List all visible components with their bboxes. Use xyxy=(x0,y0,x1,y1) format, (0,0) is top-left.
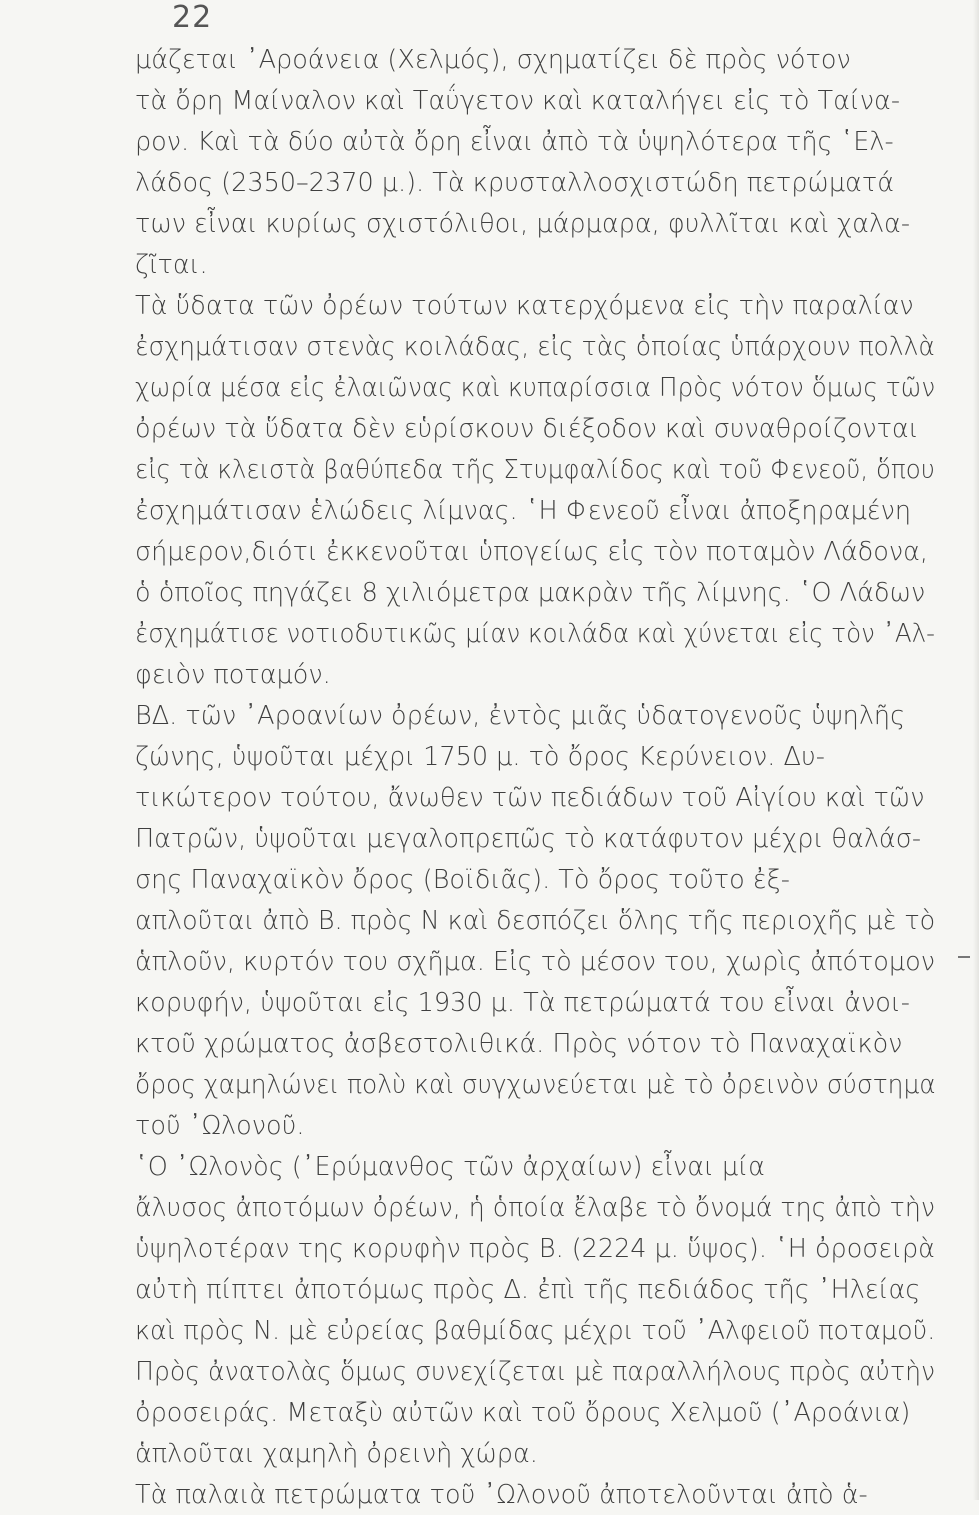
text-line: Τὰ ὕδατα τῶν ὀρέων τούτων κατερχόμενα εἰς τὴν παραλίαν xyxy=(135,291,914,321)
text-line: ὀροσειράς. Μεταξὺ αὐτῶν καὶ τοῦ ὄρους Χελμοῦ (᾿Αροάνια) xyxy=(135,1398,911,1428)
text-line: ἐσχημάτισαν ἑλώδεις λίμνας. ῾Η Φενεοῦ εἶναι ἀποξηραμένη xyxy=(135,496,911,526)
text-line: τὰ ὄρη Μαίναλον καὶ Ταΰγετον καὶ καταλήγει εἰς τὸ Ταίνα- xyxy=(135,86,901,116)
text-line: Τὰ παλαιὰ πετρώματα τοῦ ᾿Ωλονοῦ ἀποτελοῦνται ἀπὸ ἁ- xyxy=(135,1480,868,1510)
text-line: Πρὸς ἀνατολὰς ὅμως συνεχίζεται μὲ παραλλήλους πρὸς αὐτὴν xyxy=(135,1357,936,1387)
text-line: ἐσχημάτισαν στενὰς κοιλάδας, εἰς τὰς ὁποίας ὑπάρχουν πολλὰ xyxy=(135,332,935,362)
text-line: απλοῦται ἀπὸ Β. πρὸς Ν καὶ δεσπόζει ὅλης τῆς περιοχῆς μὲ τὸ xyxy=(135,906,936,936)
text-line: ὄρος χαμηλώνει πολὺ καὶ συγχωνεύεται μὲ τὸ ὀρεινὸν σύστημα xyxy=(135,1070,936,1100)
text-line: σήμερον,διότι ἐκκενοῦται ὑπογείως εἰς τὸν ποταμὸν Λάδονα, xyxy=(135,537,929,567)
text-line: ζῖται. xyxy=(135,250,208,280)
text-line: χωρία μέσα εἰς ἐλαιῶνας καὶ κυπαρίσσια Πρὸς νότον ὅμως τῶν xyxy=(135,373,936,403)
text-line: ἐσχημάτισε νοτιοδυτικῶς μίαν κοιλάδα καὶ χύνεται εἰς τὸν ᾿Αλ- xyxy=(135,619,935,649)
text-line: λάδος (2350–2370 μ.). Τὰ κρυσταλλοσχιστώδη πετρώματά xyxy=(135,168,895,198)
text-line: ρον. Καὶ τὰ δύο αὐτὰ ὄρη εἶναι ἀπὸ τὰ ὑψηλότερα τῆς ῾Ελ- xyxy=(135,127,894,157)
text-line: ἄλυσος ἀποτόμων ὀρέων, ἡ ὁποία ἔλαβε τὸ ὄνομά της ἀπὸ τὴν xyxy=(135,1193,935,1223)
text-line: καὶ πρὸς Ν. μὲ εὐρείας βαθμίδας μέχρι τοῦ ᾿Αλφειοῦ ποταμοῦ. xyxy=(135,1316,936,1346)
margin-dash xyxy=(958,956,970,958)
text-line: σης Παναχαϊκὸν ὄρος (Βοϊδιᾶς). Τὸ ὄρος τοῦτο ἐξ- xyxy=(135,865,791,895)
text-line: κορυφήν, ὑψοῦται εἰς 1930 μ. Τὰ πετρώματά του εἶναι ἀνοι- xyxy=(135,988,910,1018)
text-line: Πατρῶν, ὑψοῦται μεγαλοπρεπῶς τὸ κατάφυτον μέχρι θαλάσ- xyxy=(135,824,922,854)
text-line: ἁπλοῦν, κυρτόν του σχῆμα. Εἰς τὸ μέσον του, χωρὶς ἀπότομον xyxy=(135,947,935,977)
text-line: κτοῦ χρώματος ἀσβεστολιθικά. Πρὸς νότον τὸ Παναχαϊκὸν xyxy=(135,1029,903,1059)
page-number: 22 xyxy=(172,0,213,35)
text-line: ἁπλοῦται χαμηλὴ ὀρεινὴ χώρα. xyxy=(135,1439,538,1469)
text-line: ῾Ο ᾿Ωλονὸς (᾿Ερύμανθος τῶν ἀρχαίων) εἶναι μία xyxy=(135,1152,765,1182)
text-line: μάζεται ᾿Αροάνεια (Χελμός), σχηματίζει δὲ πρὸς νότον xyxy=(135,45,851,75)
text-line: εἰς τὰ κλειστὰ βαθύπεδα τῆς Στυμφαλίδος καὶ τοῦ Φενεοῦ, ὅπου xyxy=(135,455,935,485)
text-line: τικώτερον τούτου, ἄνωθεν τῶν πεδιάδων τοῦ Αἰγίου καὶ τῶν xyxy=(135,783,925,813)
text-line: ὁ ὁποῖος πηγάζει 8 χιλιόμετρα μακρὰν τῆς λίμνης. ῾Ο Λάδων xyxy=(135,578,926,608)
text-line: ζώνης, ὑψοῦται μέχρι 1750 μ. τὸ ὄρος Κερύνειον. Δυ- xyxy=(135,742,825,772)
scan-edge-shadow xyxy=(973,0,979,1500)
text-line: αὐτὴ πίπτει ἀποτόμως πρὸς Δ. ἐπὶ τῆς πεδιάδος τῆς ᾿Ηλείας xyxy=(135,1275,921,1305)
text-line: ΒΔ. τῶν ᾿Αροανίων ὀρέων, ἐντὸς μιᾶς ὑδατογενοῦς ὑψηλῆς xyxy=(135,701,906,731)
text-line: τοῦ ᾿Ωλονοῦ. xyxy=(135,1111,305,1141)
text-line: των εἶναι κυρίως σχιστόλιθοι, μάρμαρα, φυλλῖται καὶ χαλα- xyxy=(135,209,911,239)
text-line: φειὸν ποταμόν. xyxy=(135,660,331,690)
text-line: ὀρέων τὰ ὕδατα δὲν εὑρίσκουν διέξοδον καὶ συναθροίζονται xyxy=(135,414,919,444)
text-line: ὑψηλοτέραν της κορυφὴν πρὸς Β. (2224 μ. ὕψος). ῾Η ὀροσειρὰ xyxy=(135,1234,935,1264)
